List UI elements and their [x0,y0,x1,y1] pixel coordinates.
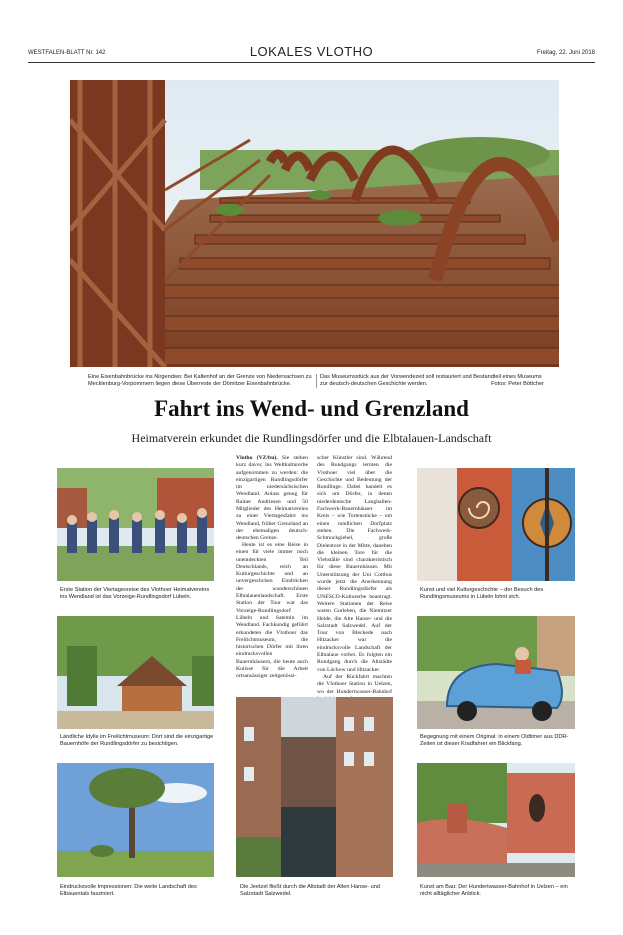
caption-landscape: Eindrucksvolle Impressionen: Die weite Landschaft des Elbauentals fasziniert. [60,884,197,898]
station-illustration [417,763,575,877]
article-column-2 [317,455,392,703]
caption-art: Kunst und viel Kulturgeschichte – der Besuch des Rundlingsmuseums in Lübeln lohnt sich. [420,587,544,601]
photo-station [417,763,575,877]
caption-idyll: Ländliche Idylle im Freilichtmuseum: Dort sind die einzigartige Bauernhöfe der Rundlingsdörfer zu besichtigen. [60,734,214,748]
header-rule [28,62,595,63]
caption-canal: Die Jeetzel fließt durch die Altstadt der Alten Hanse- und Salzstadt Salzwedel. [240,884,380,898]
hero-caption-right [320,374,544,388]
hero-photo-bridge [70,80,559,367]
photo-landscape [57,763,214,877]
canal-illustration [236,697,393,877]
article-column-1 [236,455,308,543]
photo-canal [236,697,393,877]
photo-group [57,468,214,581]
article-dateline: Vlotho (VZ/bu). [236,455,278,461]
hero-caption-left: Eine Eisenbahnbrücke ins Nirgendwo: Bei Kaltenhof an der Grenze von Niedersachsen zu Mecklenburg-Vorpommern liegen diese Überreste der Dömitzer Eisenbahnbrücke. [88,374,312,388]
group-illustration [57,468,214,581]
photo-art [417,468,575,581]
bridge-illustration [70,80,559,367]
section-title: LOKALES VLOTHO [249,44,374,59]
photo-oldtimer [417,616,575,729]
caption-divider [316,374,317,388]
idyll-illustration [57,616,214,729]
article-paragraph: Heute ist es eine Reise in einen für viele immer noch unentdeckten Teil Deutschlands, reich an Kulturgeschichte und an unvergesslichen Eindrücken der wunderschönen Elbtalauenlandschaft. Erste Station der Tour war das Vorzeige-Rundlingsdorf Lübeln und Satemin im Wendland. Fachkundig geführt erkundeten die Vlothoer das Freilichtmuseum, die historischen Dörfer mit ihren eindrucksvollen Bauernhäusern, die heute auch Kulisse für die Arbeit ortsansässiger zeitgenössi- [236,542,308,680]
hero-caption-right-text: Das Museumsstück aus der Vorwendezeit soll restauriert und Bestandteil eines Museums zur deutsch-deutschen Geschichte werden. [320,374,542,388]
caption-oldtimer: Begegnung mit einem Original: in einem Oldtimer aus DDR-Zeiten ist dieser Kradfahrer ein Blickfang. [420,734,569,748]
newspaper-issue: WESTFALEN-BLATT Nr. 142 [28,50,106,56]
art-illustration [417,468,575,581]
article-subheadline: Heimatverein erkundet die Rundlingsdörfer und die Elbtalauen-Landschaft [131,431,492,445]
issue-date: Freitag, 22. Juni 2018 [536,50,595,56]
photo-idyll [57,616,214,729]
article-column-1b [236,542,308,681]
article-paragraph: Auf der Rückfahrt machten die Vlothoer Station in Uelzen, wo der Hundertwasser-Bahnhof [317,673,392,695]
photo-credit: Fotos: Peter Böttcher [491,381,544,388]
caption-group: Erste Station der Viertagesreise des Vlothoer Heimatvereins ins Wendland ist das Vorzeige-Rundlingsdorf Lübeln. [60,587,210,601]
article-paragraph: Sie stehen kurz davor, ins Weltkulturerbe aufgenommen zu werden: die einzigartigen Rundlingsdörfer im niedersächsischen Wendland. Anlass genug für Rainer Andriesen und 50 Mitglieder des Heimatvereins zu einer Viertagesfahrt ins Wendland, früher Grenzland an der ehemaligen deutsch-deutschen Grenze. [236,455,308,542]
oldtimer-illustration [417,616,575,729]
article-headline: Fahrt ins Wend- und Grenzland [154,396,469,421]
article-paragraph: scher Künstler sind. Während des Rundgangs lernten die Vlothoer viel über die Geschichte und Bedeutung der Rundlinge. Dabei handelt es sich um Dörfer, in denen niederdeutsche Langhallen-Fachwerk-Bauernhäuser im Kreis – wie Tortenstücke – um einen rundlichen Dorfplatz stehen. Die Fachwerk-Schmuckgiebel, große Dielentore in der Mitte, daneben die kleinen Tore für die Viehställe sind charakteristisch für diese Bauernhäuser. Mit Unterstützung der Uni Cottbus wurde jetzt die Anerkennung dieser Rundlingsdörfer als UNESCO-Kulturerbe beantragt. Weitere Stationen der Reise waren Gorleben, die Niemitzer Heide, die Alte Hanse- und die Salzstadt Salzwedel. Auf der Tour von Bleckede nach Hitzacker war die eindrucksvolle Landschaft der Elbtalaue vorbei. Es folgten ein Rundgang durch die Altstädte von Lüchow und Hitzacker. [317,455,392,673]
caption-station: Kunst am Bau: Der Hundertwasser-Bahnhof in Uelzen – ein nicht alltäglicher Anblick. [420,884,568,898]
landscape-illustration [57,763,214,877]
